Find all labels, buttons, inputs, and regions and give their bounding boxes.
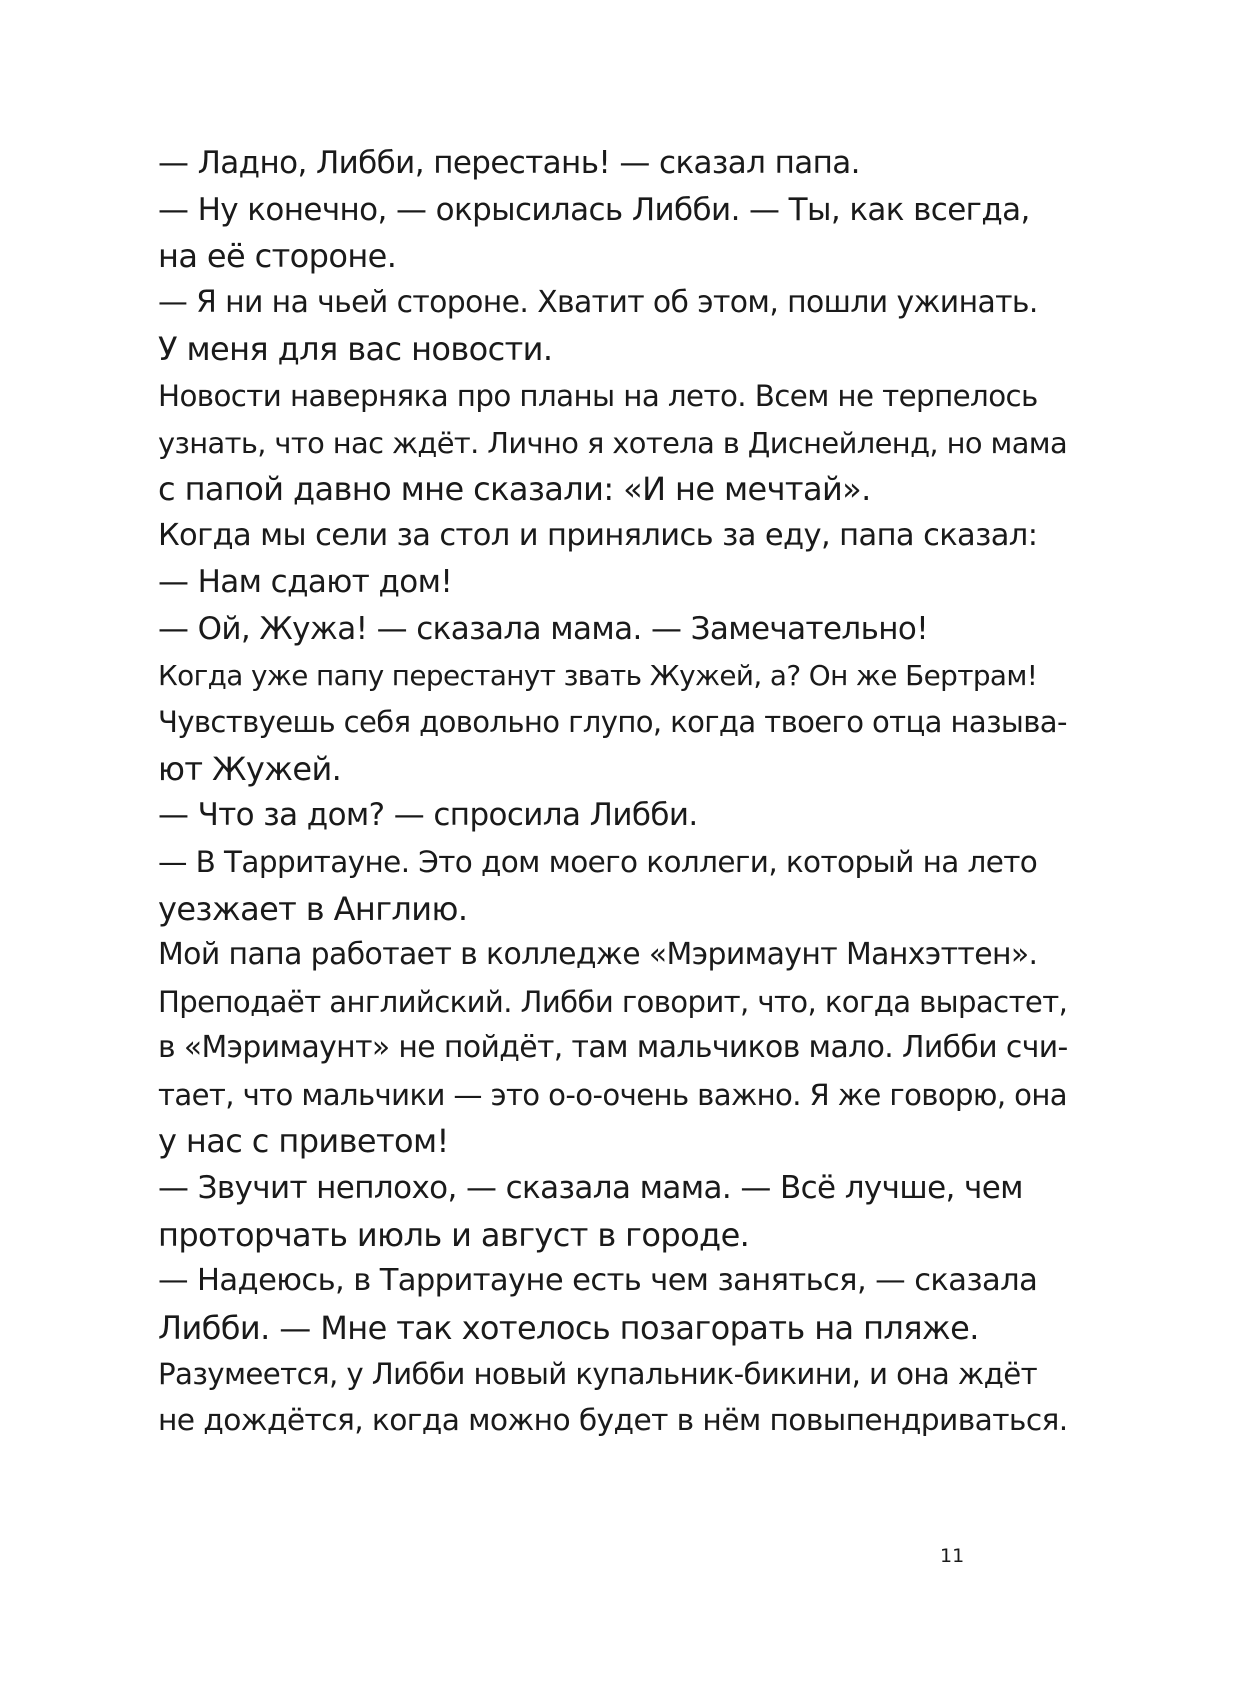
text-line: в «Мэримаунт» не пойдёт, там мальчиков мало. Либби счи- [158,1030,1068,1066]
paragraph [128,187,1068,280]
text-line: у нас с приветом! [158,1122,449,1161]
paragraph [128,932,1068,1165]
text-line: на её стороне. [158,237,397,276]
page-number: 11 [940,1545,965,1567]
text-line: — Ой, Жужа! — сказала мама. — Замечательно! [158,610,929,647]
text-line: Когда мы сели за стол и принялись за еду, папа сказал: [158,517,1038,553]
paragraph [128,1165,1068,1258]
paragraph [128,373,1068,513]
text-line: узнать, что нас ждёт. Лично я хотела в Диснейленд, но мама [158,425,1068,460]
paragraph [128,1258,1068,1351]
paragraph [128,792,1068,839]
text-line: У меня для вас новости. [158,330,553,369]
text-line: — Ладно, Либби, перестань! — сказал папа. [158,145,860,181]
text-line: — Ну конечно, — окрысилась Либби. — Ты, как всегда, [158,191,1030,228]
text-line: с папой давно мне сказали: «И не мечтай». [158,470,871,509]
text-line: Чувствуешь себя довольно глупо, когда твоего отца называ- [158,705,1067,740]
text-line: Либби. — Мне так хотелось позагорать на пляже. [158,1308,979,1347]
text-line: — Звучит неплохо, — сказала мама. — Всё лучше, чем [158,1170,1023,1207]
paragraph [128,280,1068,373]
text-line: проторчать июль и август в городе. [158,1215,750,1254]
text-line: — Нам сдают дом! [158,564,453,601]
text-line: не дождётся, когда можно будет в нём повыпендриваться. [158,1403,1068,1439]
text-line: — Что за дом? — спросила Либби. [158,797,698,834]
text-line: Новости наверняка про планы на лето. Всем не терпелось [158,378,1038,413]
paragraph [128,140,1068,187]
text-line: уезжает в Англию. [158,889,468,928]
paragraph [128,1351,1068,1444]
paragraph [128,839,1068,932]
text-line: ют Жужей. [158,749,342,788]
text-line: Преподаёт английский. Либби говорит, что, когда вырастет, [158,984,1068,1019]
text-line: Разумеется, у Либби новый купальник-бикини, и она ждёт [158,1357,1038,1392]
paragraph [128,653,1068,793]
text-line: Мой папа работает в колледже «Мэримаунт Манхэттен». [158,937,1038,973]
text-line: — В Тарритауне. Это дом моего коллеги, который на лето [158,844,1038,879]
paragraph [128,559,1068,606]
text-line: Когда уже папу перестанут звать Жужей, а? Он же Бертрам! [158,658,1038,692]
paragraph [128,606,1068,653]
text-line: — Надеюсь, в Тарритауне есть чем заняться, — сказала [158,1263,1038,1299]
text-line: тает, что мальчики — это о-о-очень важно. Я же говорю, она [158,1077,1068,1112]
paragraph [128,513,1068,560]
text-line: — Я ни на чьей стороне. Хватит об этом, пошли ужинать. [158,284,1038,320]
body-text [128,140,1068,1445]
